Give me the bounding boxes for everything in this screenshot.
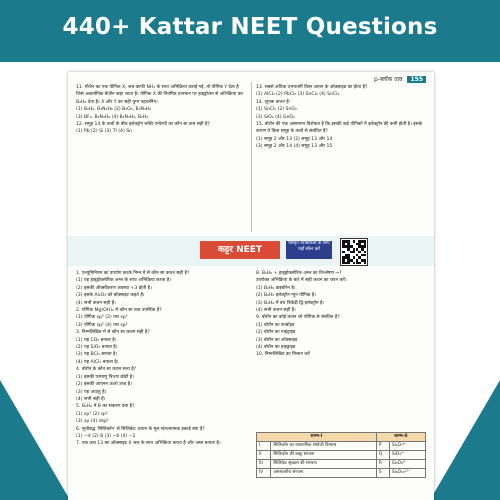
match-table-cell: II <box>257 451 271 460</box>
lower-right-line: (3) B₂H₆ में बंध त्रिकेंद्री द्वि-इलेक्ट्रॉन है। <box>256 300 325 306</box>
lower-left-line: (3) sp (4) dsp² <box>76 419 109 425</box>
lower-left-line: (3) इसके Al₂O₃ को बॉक्साइट कहते हैं। <box>76 293 145 299</box>
lower-left-line: (4) यह AlCl₃ बनाता है। <box>76 359 119 365</box>
match-table-cell: Q <box>376 451 389 460</box>
lower-left-line: 4. बोरॉन के कौन सा कथन सत्य है? <box>76 367 137 373</box>
upper-right-column <box>256 84 426 151</box>
match-table-cell: सिलिकेट श्रृंखला की संरचना <box>271 460 377 469</box>
match-table-cell: P <box>376 442 389 451</box>
match-table-cell: IV <box>257 469 271 478</box>
book-page <box>68 72 434 500</box>
match-table-row <box>257 451 426 460</box>
lower-right-line: (4) सभी कथन सही हैं। <box>256 308 296 314</box>
lower-left-line: 2. यौगिक Mg(OH)₂ में कौन सा तत्व उपस्थित है? <box>76 308 162 314</box>
upper-right-line: 14. सूचक कथन हैं: <box>256 99 291 105</box>
lower-right-line: (1) बोरॉन का कार्बाइड <box>256 322 295 328</box>
upper-left-line: (1) Pb (2) Si (3) Tl (4) Sn <box>76 129 133 135</box>
corner-decoration-left <box>0 380 70 500</box>
lower-right-column <box>256 270 426 359</box>
match-table-cell: SiO₄⁴⁻ <box>389 451 425 460</box>
lower-right-line: (2) बोरॉन का नाइट्राइड <box>256 330 296 336</box>
lower-left-line: (1) sp³ (2) sp² <box>76 411 108 417</box>
lower-left-line: (1) −4 (2) 8 (3) −6 (4) −2 <box>76 433 136 439</box>
lower-left-line: (1) यह हाइड्रोक्लोरिक अम्ल के साथ अभिक्रिया करता है। <box>76 278 172 284</box>
match-table-cell: III <box>257 460 271 469</box>
upper-right-line: (1) SnCl₂ (2) SnO₂ <box>256 107 297 113</box>
upper-left-line: 11. मीथेन का एक यौगिक X, जब काफी NH₃ के साथ अभिक्रिया कराई गई, तो यौगिक Y देता है जिसे अकार्बनिक बेंजीन कहा जाता है। यौगिक X की नियमित तापमान पर हाइड्रोजन से अभिक्रिया कर B₂H₆ देता है। X और Y का सही युग्म पहचानिए। <box>76 85 244 105</box>
band-title: कट्टर NEET <box>200 241 280 259</box>
band-subtitle: विस्तृत व्याख्याओं के लिए यहाँ स्कैन करें <box>286 241 332 259</box>
upper-right-line: 13. सबसे अधिक उभयधर्मी किस आयन के ऑक्साइड का होता है? <box>256 85 368 90</box>
upper-left-line: (3) BF₃, B₃N₃H₆ (4) B₃N₃H₆, B₂H₆ <box>76 114 149 120</box>
lower-left-line: (3) यह BCl₃ बनाता है। <box>76 352 118 358</box>
match-table-row <box>257 442 426 451</box>
match-table-cell: सिलिकॉन का रासायनिक संयोजी विन्यास <box>271 442 377 451</box>
lower-left-line: 1. एल्यूमिनियम का उपयोग करके निम्न में से कौन सा कथन सही है? <box>76 271 190 276</box>
match-table-cell: Si₆O₁₈¹²⁻ <box>389 469 425 478</box>
lower-left-line: (3) यह अधातु है। <box>76 389 107 395</box>
lower-right-line: 8. B₂H₆ + हाइड्रोक्लोरिक अम्ल का विश्लेषण →? <box>256 271 342 276</box>
match-table-cell: R <box>376 460 389 469</box>
corner-decoration-right <box>430 380 500 500</box>
lower-left-line: (1) यह CO₂ बनाता है। <box>76 337 117 343</box>
match-table <box>256 432 426 478</box>
lower-left-line: (1) इसकी परमाणु त्रिज्या छोटी है। <box>76 374 134 380</box>
match-table-row <box>257 469 426 478</box>
page-header <box>374 75 426 83</box>
upper-left-line: (1) B₂H₆, B₃N₃H₆ (2) B₂O₃, B₃N₃H₆ <box>76 107 152 113</box>
upper-left-line: 12. समूह 14 के तत्वों के बीच इलेक्ट्रॉन लब्धि एन्थैल्पी का कौन सा क्रम सही है? <box>76 122 210 128</box>
lower-right-line: (2) B₂H₆ इलेक्ट्रॉन न्यून यौगिक है। <box>256 293 316 299</box>
upper-right-line: (3) समूह 2 और 14 (4) समूह 13 और 15 <box>256 144 333 150</box>
lower-left-line: (2) इसकी आयनन ऊर्जा उच्च है। <box>76 382 132 388</box>
lower-right-line: 9. बोरॉन का कोई कथन जो यौगिक से संबंधित है? <box>256 315 340 321</box>
lower-left-line: 6. सूचीबद्ध 'सिलिकॉन' से सिलिकेट आयन के मूल संरचनात्मक इकाई क्या है? <box>76 426 205 432</box>
match-table-cell: सिलिकॉन की बाह्य संरचना <box>271 451 377 460</box>
column-divider <box>251 82 252 232</box>
page-number: 155 <box>407 76 426 83</box>
match-table-cell: Si₂O₇⁶⁻ <box>389 442 425 451</box>
upper-right-line: (3) SiO₂ (4) GeO₂ <box>256 114 295 120</box>
lower-left-line: 3. निम्नलिखित में से कौन सा कथन सही है? <box>76 330 150 336</box>
qr-code-icon <box>340 238 368 266</box>
lower-left-line: (4) सभी कथन सही हैं। <box>76 300 116 306</box>
lower-left-column <box>76 270 246 448</box>
chapter-title: p-ब्लॉक तत्व <box>374 76 403 83</box>
lower-left-line: (1) यौगिक sp³ (2) तल sp³ <box>76 315 128 321</box>
lower-right-line: (1) B₂H₆ डाइबोरेन है। <box>256 285 296 291</box>
lower-right-line: 10. निम्नलिखित का मिलान करें <box>256 352 310 358</box>
upper-left-column <box>76 84 246 136</box>
lower-right-line: उपरोक्त अभिक्रिया के बारे में सही कथन का चयन करें। <box>256 278 347 284</box>
match-table-cell: असमतलीय संरचना <box>271 469 377 478</box>
upper-right-line: 15. बोरॉन की एक असामान्य विशेषता है कि इसकी कई यौगिकों में इलेक्ट्रॉन की कमी होती है। इसके कारण ये किस समूह के तत्वों से संबंधित हैं? <box>256 122 423 135</box>
upper-right-line: (1) समूह 2 और 13 (2) समूह 13 और 14 <box>256 136 333 142</box>
lower-left-line: (2) यह SiO₂ बनाता है। <box>76 345 118 351</box>
title-banner <box>0 0 500 62</box>
lower-left-line: 5. B₂H₆ में B का संकरण क्या है? <box>76 404 135 410</box>
kattar-neet-band <box>68 236 434 266</box>
match-table-row <box>257 460 426 469</box>
match-table-cell: I <box>257 442 271 451</box>
upper-right-line: (1) AlCl₃ (2) PbCl₂ (3) SnCl₄ (4) SnCl₂ <box>256 92 340 98</box>
lower-left-line: 7. एक तत्व 13 का ऑक्साइड X जल के साथ अभिक्रिया करता है और अम्ल बनाता है। <box>76 441 221 447</box>
match-table-cell: Si₃O₉⁶⁻ <box>389 460 425 469</box>
lower-left-line: (4) सभी सही हैं। <box>76 396 106 402</box>
lower-left-line: (2) इसकी ऑक्सीकरण अवस्था +3 होती है। <box>76 285 152 291</box>
match-table-header-a: स्तम्भ-I <box>257 433 377 442</box>
lower-left-line: (3) यौगिक sp² (4) तल sp² <box>76 322 128 328</box>
match-table-cell: S <box>376 469 389 478</box>
lower-right-line: (3) बोरॉन का ऑक्साइड <box>256 337 298 343</box>
lower-right-line: (4) बोरॉन का हाइड्राइड <box>256 345 296 351</box>
match-table-header-b: स्तम्भ-II <box>376 433 425 442</box>
banner-title: 440+ Kattar NEET Questions <box>62 14 438 40</box>
